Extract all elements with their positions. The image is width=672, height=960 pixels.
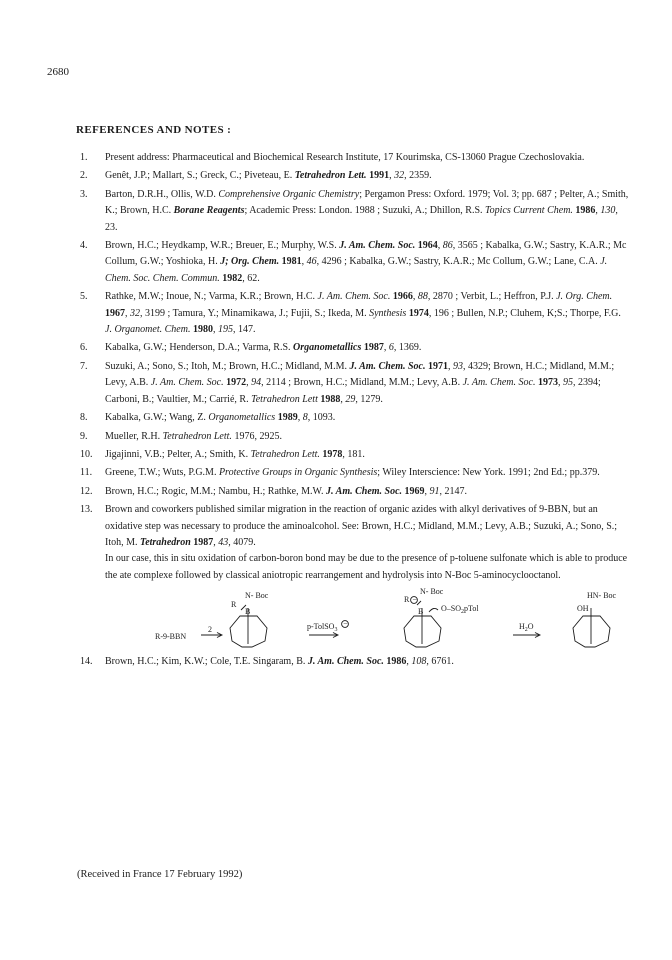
reference-text bbox=[105, 289, 630, 338]
reference-number: 4. bbox=[80, 240, 88, 252]
reference-segment: J. Am. Chem. Soc. bbox=[349, 360, 426, 372]
reference-segment: J. Am. Chem. Soc. bbox=[326, 485, 403, 497]
reference-number: 14. bbox=[80, 656, 93, 668]
reference-segment: ; Pergamon Press: Oxford. 1979; Vol. 3; pp. 687 ; Pelter, A.; Smith, K.; Brown, H.C. bbox=[105, 188, 629, 217]
reference-segment: 32 bbox=[130, 307, 140, 319]
reference-text bbox=[105, 150, 630, 166]
reference-segment: , bbox=[424, 485, 430, 497]
reference-segment: 195 bbox=[217, 324, 233, 336]
reference-segment: , 1279. bbox=[355, 393, 383, 405]
reference-text bbox=[105, 410, 630, 426]
reference-segment: , bbox=[437, 240, 443, 252]
reference-number: 11. bbox=[80, 467, 93, 479]
reference-segment: , 62. bbox=[242, 272, 260, 284]
reference-number: 8. bbox=[80, 412, 88, 424]
reference-number: 12. bbox=[80, 485, 93, 497]
reference-segment: , bbox=[406, 656, 412, 668]
reference-segment: Tetrahedron Lett bbox=[251, 393, 318, 405]
reference-segment: 1973 bbox=[537, 377, 558, 389]
reference-text bbox=[105, 238, 630, 287]
reference-item bbox=[80, 654, 630, 670]
reference-item bbox=[80, 340, 630, 356]
reference-number: 10. bbox=[80, 448, 93, 460]
page-number: 2680 bbox=[47, 66, 69, 78]
reference-segment: 1964 bbox=[417, 240, 438, 252]
reference-segment: 1989 bbox=[277, 412, 298, 424]
reference-segment: J. Am. Chem. Soc. bbox=[317, 291, 391, 303]
reference-segment: , bbox=[448, 360, 453, 372]
reference-segment: Barton, D.R.H., Ollis, W.D. bbox=[105, 188, 219, 200]
reference-segment: Comprehensive Organic Chemistry bbox=[218, 188, 360, 200]
reference-segment: 6 bbox=[388, 342, 394, 354]
reference-text bbox=[105, 359, 630, 408]
reference-segment: 1971 bbox=[428, 360, 448, 372]
reference-segment: Kabalka, G.W.; Henderson, D.A.; Varma, R.S. bbox=[105, 342, 294, 354]
reference-segment: , 2359. bbox=[404, 170, 432, 182]
reference-segment: Tetrahedron Lett. bbox=[294, 170, 367, 182]
reference-segment: , 2870 ; Verbit, L.; Heffron, P.J. bbox=[427, 291, 557, 303]
aminocyclooctanol-product-icon bbox=[573, 608, 610, 647]
reference-segment: 1978 bbox=[322, 448, 343, 460]
reference-segment: Borane Reagents bbox=[173, 205, 245, 217]
reference-segment: 1969 bbox=[404, 485, 425, 497]
reference-segment: 1974 bbox=[408, 307, 429, 319]
reference-segment: , 23. bbox=[105, 205, 618, 233]
reference-segment: 1982 bbox=[222, 272, 243, 284]
reference-segment: 43 bbox=[218, 536, 229, 548]
int2-charge-sign: − bbox=[412, 595, 418, 605]
reference-segment: , bbox=[383, 342, 389, 354]
reference-segment: 46 bbox=[306, 256, 317, 268]
reference-segment: , bbox=[557, 377, 563, 389]
reference-segment: J. Am. Chem. Soc. bbox=[462, 377, 536, 389]
reference-number: 2. bbox=[80, 170, 88, 182]
reference-segment: Organometallics bbox=[208, 412, 276, 424]
reference-segment: 29 bbox=[345, 393, 356, 405]
reference-segment: 1987 bbox=[193, 536, 214, 548]
reference-segment: 1986 bbox=[575, 205, 596, 217]
negative-charge-sign: − bbox=[343, 619, 348, 629]
references-heading: REFERENCES AND NOTES : bbox=[76, 124, 232, 136]
reference-segment: Rathke, M.W.; Inoue, N.; Varma, K.R.; Brown, H.C. bbox=[105, 291, 318, 303]
reference-segment: Brown, H.C.; Kim, K.W.; Cole, T.E. Singaram, B. bbox=[105, 656, 308, 668]
reference-segment: 91 bbox=[429, 485, 440, 497]
reference-segment: , bbox=[213, 536, 219, 548]
reference-segment: 32 bbox=[394, 170, 405, 182]
reference-note-paragraph: In our case, this in situ oxidation of carbon-boron bond may be due to the presence of p-toluene sulfonate which is able to produce the ate complexe followed by classical aniotropic rearrangement and hydrolysis into N-Boc 5-aminocyclooctanol. bbox=[105, 553, 628, 581]
reference-segment: 1966 bbox=[392, 291, 413, 303]
reference-segment: , bbox=[301, 256, 307, 268]
reference-segment: , bbox=[297, 412, 303, 424]
reference-item bbox=[80, 465, 630, 481]
reference-segment: Tetrahedron Lett. bbox=[162, 430, 232, 442]
int1-b: B bbox=[245, 607, 251, 617]
reference-segment: 1980 bbox=[192, 324, 213, 336]
reference-segment: , 2394; Carboni, B.; Vaultier, M.; Carrié, R. bbox=[105, 377, 601, 405]
reference-segment: , 3199 ; Tamura, Y.; Minamikawa, J.; Fujii, S.; Ikeda, M. bbox=[140, 307, 370, 319]
reference-item bbox=[80, 410, 630, 426]
reference-segment: , 196 ; Bullen, N.P.; Cluhem, K;S.; Thorpe, F.G. bbox=[428, 307, 621, 319]
reference-text bbox=[105, 502, 630, 652]
reference-number: 6. bbox=[80, 342, 88, 354]
reference-segment: , 2114 ; Brown, H.C.; Midland, M.M.; Levy, A.B. bbox=[261, 377, 463, 389]
int1-top: N- Boc bbox=[245, 591, 269, 601]
reference-segment: Organometallics bbox=[293, 342, 362, 354]
reaction-scheme bbox=[105, 586, 630, 652]
reference-segment: 108 bbox=[411, 656, 427, 668]
reference-segment: Suzuki, A.; Sono, S.; Itoh, M.; Brown, H.C.; Midland, M.M. bbox=[105, 360, 350, 372]
reference-segment: , 4296 ; Kabalka, G.W.; Sastry, K.A.R.; Mc Collum, G.W.; Lane, C.A. bbox=[316, 256, 601, 268]
reference-segment: 8 bbox=[302, 412, 308, 424]
reference-segment: Brown, H.C.; Rogic, M.M.; Nambu, H.; Rathke, M.W. bbox=[105, 485, 327, 497]
reference-segment: J. Am. Chem. Soc. bbox=[150, 377, 224, 389]
reference-segment: , 6761. bbox=[426, 656, 454, 668]
reference-segment: J. Organomet. Chem. bbox=[105, 324, 191, 336]
reference-segment: Mueller, R.H. bbox=[105, 430, 163, 442]
reference-segment: Tetrahedron Lett. bbox=[250, 448, 320, 460]
reference-segment: 1967 bbox=[105, 307, 125, 319]
int2-b: B bbox=[418, 607, 424, 617]
reference-segment: , bbox=[340, 393, 346, 405]
reference-text bbox=[105, 168, 630, 184]
reference-segment: J. Am. Chem. Soc. bbox=[339, 240, 416, 252]
reference-segment: Brown, H.C.; Heydkamp, W.R.; Breuer, E.; Murphy, W.S. bbox=[105, 240, 340, 252]
reference-segment: , bbox=[246, 377, 252, 389]
reference-segment: Genêt, J.P.; Mallart, S.; Greck, C.; Piveteau, E. bbox=[105, 170, 295, 182]
reference-segment: 1981 bbox=[281, 256, 302, 268]
reference-item bbox=[80, 289, 630, 338]
reference-segment: , bbox=[389, 170, 395, 182]
reference-segment: Kabalka, G.W.; Wang, Z. bbox=[105, 412, 209, 424]
product-oh: OH bbox=[577, 604, 589, 614]
reference-segment: Greene, T.W.; Wuts, P.G.M. bbox=[105, 467, 219, 479]
reference-segment: , bbox=[212, 324, 218, 336]
reference-segment: Tetrahedron bbox=[140, 536, 191, 548]
reference-segment: Synthesis bbox=[369, 307, 407, 319]
reference-segment: Brown and coworkers published similar migration in the reaction of organic azides with alkyl derivatives of 9-BBN, but an oxidative step was necessary to produce the aminoalcohol. See: Brown, H.C.; Midland, M.M.; Levy, A.B.; Suzuki, A.; Sono, S.; Itoh, M. bbox=[105, 504, 618, 548]
reference-item bbox=[80, 502, 630, 652]
reference-text bbox=[105, 654, 630, 670]
reference-segment: ; Wiley Interscience: New York. 1991; 2nd Ed.; pp.379. bbox=[377, 467, 600, 479]
reference-segment: J; Org. Chem. bbox=[220, 256, 280, 268]
reference-segment: 1976, 2925. bbox=[231, 430, 282, 442]
reference-segment: , bbox=[412, 291, 418, 303]
product-top: HN- Boc bbox=[587, 591, 617, 601]
reference-segment: J. Am. Chem. Soc. bbox=[307, 656, 384, 668]
reference-segment: Present address: Pharmaceutical and Biochemical Research Institute, 17 Kourimska, CS-13060 Prague Czechoslovakia. bbox=[105, 152, 585, 163]
reaction-scheme-svg bbox=[105, 586, 665, 652]
reference-segment: 1988 bbox=[320, 393, 341, 405]
reference-segment: , 1093. bbox=[307, 412, 336, 424]
reference-segment: , 1369. bbox=[393, 342, 422, 354]
reference-number: 13. bbox=[80, 504, 93, 516]
reference-segment: , 181. bbox=[342, 448, 365, 460]
reference-segment: , 147. bbox=[232, 324, 256, 336]
reference-segment: , 4329; Brown, H.C.; Midland, M.M.; Levy, A.B. bbox=[105, 360, 615, 389]
reference-text bbox=[105, 340, 630, 356]
reference-item bbox=[80, 484, 630, 500]
reference-item bbox=[80, 168, 630, 184]
reference-item bbox=[80, 447, 630, 463]
reference-segment: , 4079. bbox=[228, 536, 256, 548]
reference-segment: J. Org. Chem. bbox=[556, 291, 613, 303]
reference-item bbox=[80, 359, 630, 408]
reference-segment: 1991 bbox=[369, 170, 390, 182]
reference-segment: , 2147. bbox=[439, 485, 468, 497]
reference-text bbox=[105, 484, 630, 500]
scheme-reagent: p-TolSO$_3$ bbox=[307, 622, 338, 634]
scheme-hydrolysis: $H_2O$ bbox=[519, 622, 534, 634]
int2-leaving-group: $O‒SO_2pTol$ bbox=[441, 604, 479, 616]
reference-segment: , bbox=[125, 307, 130, 319]
reference-segment: ; Academic Press: London. 1988 ; Suzuki, A.; Dhillon, R.S. bbox=[244, 205, 486, 217]
reference-number: 7. bbox=[80, 360, 88, 372]
reference-segment: Protective Groups in Organic Synthesis bbox=[218, 467, 378, 479]
reference-segment: 130 bbox=[600, 205, 616, 217]
int2-top: N- Boc bbox=[420, 587, 444, 597]
reference-segment: J. Chem. Soc. Chem. Commun. bbox=[105, 256, 608, 284]
reference-segment: 86 bbox=[442, 240, 453, 252]
reference-segment: , 3565 ; Kabalka, G.W.; Sastry, K.A.R.; Mc Collum, G.W.; Yoshioka, H. bbox=[105, 240, 627, 268]
reference-item bbox=[80, 187, 630, 236]
scheme-start: R-9-BBN bbox=[155, 632, 187, 642]
reference-text bbox=[105, 187, 630, 236]
reference-segment: Jigajinni, V.B.; Pelter, A.; Smith, K. bbox=[105, 448, 251, 460]
reference-text bbox=[105, 429, 630, 445]
reference-segment: 93 bbox=[453, 360, 463, 372]
reference-text bbox=[105, 447, 630, 463]
reference-segment: Topics Current Chem. bbox=[485, 205, 573, 217]
reference-segment: , bbox=[595, 205, 601, 217]
reference-item bbox=[80, 238, 630, 287]
scheme-step1-label: 2 bbox=[208, 625, 212, 635]
reference-text bbox=[105, 465, 630, 481]
reference-segment: 94 bbox=[251, 377, 262, 389]
reference-segment: 88 bbox=[417, 291, 428, 303]
reference-segment: 95 bbox=[562, 377, 573, 389]
reference-number: 9. bbox=[80, 430, 88, 442]
reference-number: 1. bbox=[80, 152, 88, 163]
bicyclic-ate-complex-icon bbox=[404, 597, 441, 647]
received-date: (Received in France 17 February 1992) bbox=[77, 869, 243, 880]
reference-segment: 1986 bbox=[386, 656, 407, 668]
references-list bbox=[80, 150, 630, 673]
reference-number: 5. bbox=[80, 291, 88, 303]
int2-r: R bbox=[404, 595, 410, 605]
reference-number: 3. bbox=[80, 188, 88, 200]
reference-item bbox=[80, 150, 630, 166]
reference-segment: 1987 bbox=[363, 342, 384, 354]
reference-item bbox=[80, 429, 630, 445]
int1-r: R bbox=[231, 600, 237, 610]
reference-segment: 1972 bbox=[226, 377, 247, 389]
